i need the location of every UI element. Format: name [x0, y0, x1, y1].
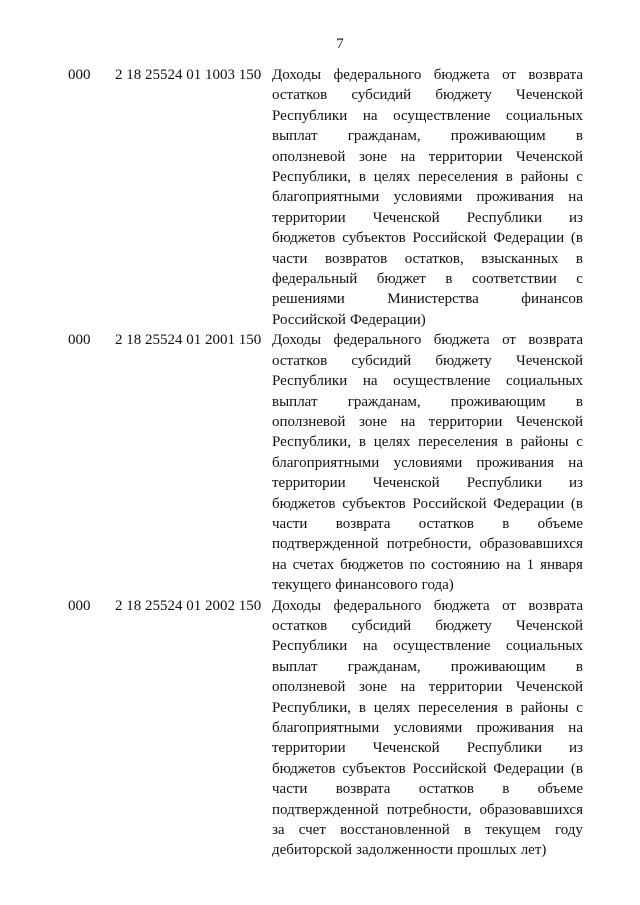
description-line: [272, 85, 583, 105]
word: районы: [520, 699, 569, 716]
word: Республики,: [272, 699, 351, 716]
word: остатков: [418, 781, 474, 798]
word: в: [358, 699, 366, 716]
description-line: [272, 718, 583, 738]
budget-classification-code: 2 18 25524 01 1003 150: [115, 67, 262, 83]
word: возврата: [335, 515, 391, 532]
word: года): [421, 577, 454, 594]
word: возврата: [528, 597, 583, 614]
word: образовавшихся: [479, 536, 583, 553]
description-line: [272, 514, 583, 534]
word: с: [576, 271, 583, 288]
description-line: [272, 106, 583, 126]
word: в: [358, 434, 366, 451]
description-line: [272, 289, 583, 309]
word: потребности,: [386, 536, 472, 553]
word: территории: [272, 475, 346, 492]
word: бюджета: [433, 597, 490, 614]
admin-code: 000: [68, 332, 91, 349]
word: объеме: [537, 781, 583, 798]
word: гражданам,: [347, 128, 421, 145]
word: гражданам,: [347, 658, 421, 675]
budget-code-table: [0, 65, 640, 861]
word: финансов: [521, 291, 583, 308]
word: дебиторской: [272, 842, 353, 859]
description-line: [272, 269, 583, 289]
word: федерального: [333, 67, 422, 83]
word: переселения: [418, 434, 498, 451]
word: субсидий: [351, 352, 412, 369]
word: текущем: [485, 822, 541, 839]
word: Доходы: [272, 332, 322, 349]
word: социальных: [506, 373, 583, 390]
word: за: [272, 822, 285, 839]
word: Республики: [466, 209, 542, 226]
description-line: [272, 738, 583, 758]
word: от: [502, 67, 516, 83]
word: счет: [298, 822, 326, 839]
description-line: [272, 616, 583, 636]
word: территории: [272, 740, 346, 757]
word: от: [502, 332, 516, 349]
description-line: [272, 473, 583, 493]
word: Чеченской: [372, 209, 440, 226]
word: проживающим: [450, 658, 546, 675]
word: в: [358, 169, 366, 186]
word: переселения: [418, 699, 498, 716]
word: бюджетов: [272, 760, 336, 777]
word: бюджету: [435, 87, 492, 104]
word: Республики: [466, 740, 542, 757]
word: возвратов: [325, 250, 388, 267]
description-line: [272, 840, 583, 860]
word: остатков,: [404, 250, 464, 267]
word: Республики: [272, 107, 348, 124]
word: зоне: [358, 679, 388, 696]
admin-code: 000: [68, 597, 91, 614]
word: зоне: [358, 413, 388, 430]
word: субъектов: [342, 230, 406, 247]
budget-classification-code: 2 18 25524 01 2002 150: [115, 597, 262, 614]
page-number: 7: [336, 36, 344, 52]
word: осуществление: [393, 107, 491, 124]
word: с: [576, 699, 583, 716]
word: объеме: [537, 515, 583, 532]
word: проживающим: [450, 393, 546, 410]
word: Республики: [272, 373, 348, 390]
word: бюджетов: [340, 556, 404, 573]
word: на: [400, 148, 416, 165]
word: в: [505, 434, 513, 451]
word: на: [568, 189, 583, 206]
word: выплат: [272, 128, 318, 145]
word: территории: [272, 209, 346, 226]
word: гражданам,: [347, 393, 421, 410]
word: проживания: [476, 454, 555, 471]
word: территории: [428, 413, 503, 430]
word: остатков: [272, 617, 328, 634]
word: социальных: [506, 638, 583, 655]
word: осуществление: [393, 373, 491, 390]
description-line: [272, 65, 583, 85]
word: целях: [373, 699, 411, 716]
description-line: [272, 228, 583, 248]
description-line: [272, 596, 583, 616]
word: в: [502, 515, 510, 532]
word: условиями: [393, 189, 463, 206]
word: субсидий: [351, 617, 412, 634]
revenue-description: [272, 330, 583, 595]
word: районы: [520, 434, 569, 451]
word: Чеченской: [516, 352, 583, 369]
description-line: [272, 820, 583, 840]
description-line: [272, 208, 583, 228]
word: от: [502, 597, 516, 614]
word: остатков: [272, 87, 328, 104]
word: Доходы: [272, 597, 322, 614]
description-line: [272, 412, 583, 432]
word: текущего: [272, 577, 332, 594]
table-row: [0, 596, 640, 861]
word: Республики: [466, 475, 542, 492]
word: подтвержденной: [272, 536, 379, 553]
word: выплат: [272, 393, 318, 410]
word: Федерации: [493, 760, 565, 777]
word: субсидий: [351, 87, 412, 104]
word: финансового: [335, 577, 418, 594]
word: возврата: [528, 332, 583, 349]
word: целях: [373, 169, 411, 186]
word: бюджетов: [272, 230, 336, 247]
description-line: [272, 759, 583, 779]
word: части: [272, 250, 308, 267]
word: прошлых: [457, 842, 517, 859]
word: бюджетов: [272, 495, 336, 512]
word: году: [554, 822, 583, 839]
description-line: [272, 310, 583, 330]
word: бюджета: [433, 67, 490, 83]
description-line: [272, 351, 583, 371]
description-line: [272, 636, 583, 656]
word: благоприятными: [272, 720, 380, 736]
word: Российской: [272, 311, 346, 328]
word: Министерства: [387, 291, 479, 308]
description-line: [272, 677, 583, 697]
revenue-description: [272, 596, 583, 861]
word: территории: [428, 148, 503, 165]
word: возврата: [335, 781, 391, 798]
description-line: [272, 432, 583, 452]
word: целях: [373, 434, 411, 451]
word: условиями: [393, 720, 463, 736]
word: (в: [570, 495, 583, 512]
word: решениями: [272, 291, 345, 308]
word: потребности,: [386, 801, 472, 818]
word: федерального: [333, 597, 422, 614]
word: Чеченской: [516, 617, 583, 634]
word: в: [502, 781, 510, 798]
word: возврата: [528, 67, 583, 83]
word: Республики: [272, 638, 348, 655]
word: Российской: [412, 230, 487, 247]
word: выплат: [272, 658, 318, 675]
word: на: [272, 556, 287, 573]
word: Доходы: [272, 67, 322, 83]
word: Федерации: [493, 230, 565, 247]
word: 1: [526, 556, 535, 573]
description-line: [272, 371, 583, 391]
description-line: [272, 698, 583, 718]
description-line: [272, 657, 583, 677]
word: остатков: [418, 515, 474, 532]
table-row: [0, 330, 640, 595]
word: по: [409, 556, 426, 573]
word: на: [362, 638, 378, 655]
word: районы: [520, 169, 569, 186]
word: бюджету: [435, 352, 492, 369]
word: оползневой: [272, 679, 346, 696]
word: зоне: [358, 148, 388, 165]
word: благоприятными: [272, 454, 380, 471]
description-line: [272, 187, 583, 207]
word: части: [272, 515, 308, 532]
word: из: [569, 475, 583, 492]
word: на: [400, 413, 416, 430]
word: из: [569, 209, 583, 226]
word: остатков: [272, 352, 328, 369]
word: с: [576, 434, 583, 451]
word: (в: [570, 760, 583, 777]
word: условиями: [393, 454, 463, 471]
description-line: [272, 249, 583, 269]
description-line: [272, 330, 583, 350]
word: Федерации): [349, 311, 426, 328]
word: проживающим: [450, 128, 546, 145]
word: (в: [570, 230, 583, 247]
description-line: [272, 494, 583, 514]
word: Чеченской: [516, 87, 583, 104]
word: части: [272, 781, 308, 798]
word: в: [463, 822, 472, 839]
word: Чеченской: [372, 740, 440, 757]
description-line: [272, 167, 583, 187]
word: Чеченской: [516, 148, 583, 165]
word: Российской: [412, 760, 487, 777]
budget-classification-code: 2 18 25524 01 2001 150: [115, 332, 262, 349]
word: проживания: [476, 189, 555, 206]
description-line: [272, 779, 583, 799]
word: января: [540, 556, 583, 573]
word: социальных: [506, 107, 583, 124]
word: Чеченской: [516, 679, 583, 696]
word: в: [575, 393, 583, 410]
word: бюджету: [435, 617, 492, 634]
word: в: [575, 250, 583, 267]
word: территории: [428, 679, 503, 696]
description-line: [272, 453, 583, 473]
word: оползневой: [272, 413, 346, 430]
word: подтвержденной: [272, 801, 379, 818]
word: Республики,: [272, 169, 351, 186]
word: на: [362, 107, 378, 124]
description-line: [272, 126, 583, 146]
word: с: [576, 169, 583, 186]
word: осуществление: [393, 638, 491, 655]
description-line: [272, 534, 583, 554]
word: на: [400, 679, 416, 696]
word: на: [505, 556, 521, 573]
word: состоянию: [431, 556, 500, 573]
description-line: [272, 575, 583, 595]
word: Республики,: [272, 434, 351, 451]
word: проживания: [476, 720, 555, 736]
word: в: [505, 699, 513, 716]
word: на: [362, 373, 378, 390]
word: федерального: [333, 332, 422, 349]
description-line: [272, 147, 583, 167]
revenue-description: [272, 65, 583, 330]
description-line: [272, 392, 583, 412]
word: на: [568, 454, 583, 471]
word: Чеченской: [516, 413, 583, 430]
word: в: [505, 169, 513, 186]
word: в: [445, 271, 453, 288]
word: субъектов: [342, 495, 406, 512]
word: лет): [520, 842, 547, 859]
word: восстановленной: [340, 822, 450, 839]
word: в: [575, 658, 583, 675]
word: бюджет: [376, 271, 426, 288]
word: федеральный: [272, 271, 358, 288]
word: соответствии: [472, 271, 557, 288]
word: образовавшихся: [479, 801, 583, 818]
word: взысканных: [481, 250, 559, 267]
word: Федерации: [493, 495, 565, 512]
description-line: [272, 555, 583, 575]
admin-code: 000: [68, 67, 91, 83]
word: счетах: [292, 556, 335, 573]
word: переселения: [418, 169, 498, 186]
table-row: [0, 65, 640, 330]
word: благоприятными: [272, 189, 380, 206]
word: на: [568, 720, 583, 736]
description-line: [272, 800, 583, 820]
word: субъектов: [342, 760, 406, 777]
word: Чеченской: [372, 475, 440, 492]
word: задолженности: [356, 842, 454, 859]
word: из: [569, 740, 583, 757]
word: оползневой: [272, 148, 346, 165]
word: в: [575, 128, 583, 145]
word: бюджета: [433, 332, 490, 349]
word: Российской: [412, 495, 487, 512]
